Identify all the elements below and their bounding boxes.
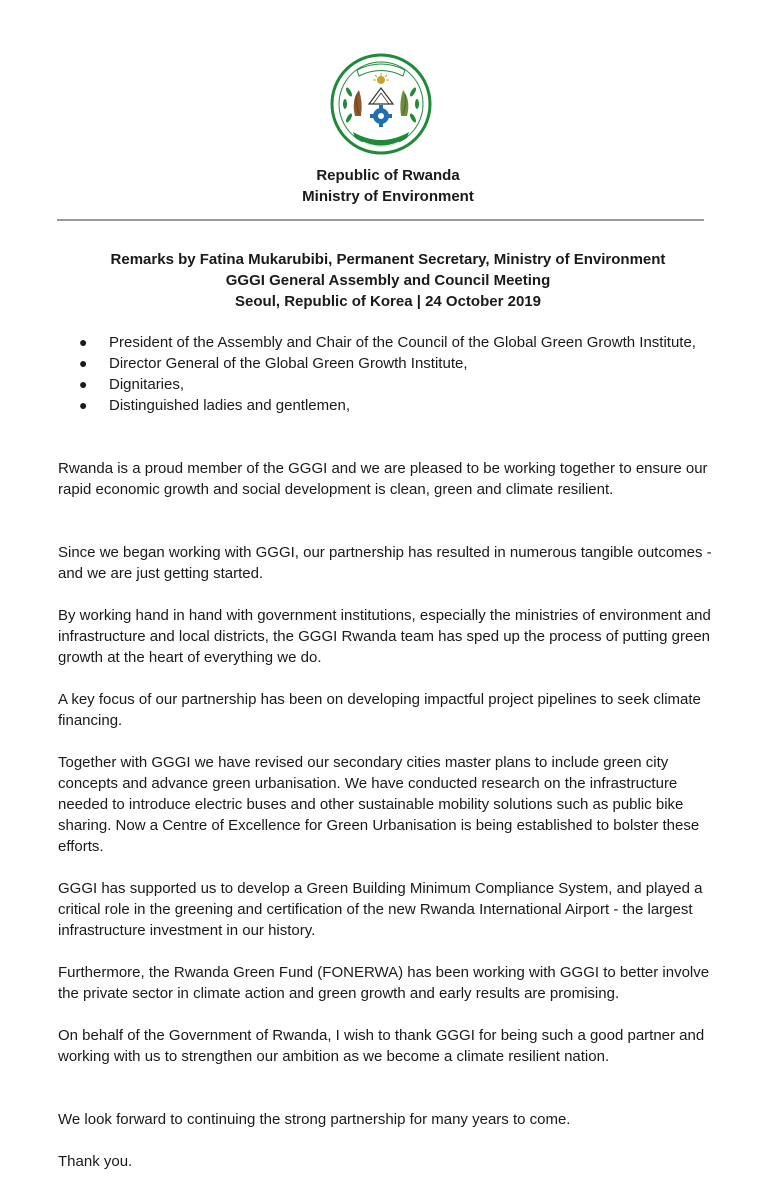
ministry-name: Ministry of Environment xyxy=(302,188,474,205)
paragraph-green-urbanisation: Together with GGGI we have revised our secondary cities master plans to include green city concepts and advance green urbanisation. We have conducted research on the infrastructure needed to introduce electric buses and other sustainable mobility solutions such as public bike sharing. Now a Centre of Excellence for Green Urbanisation is being established to bolster these efforts. xyxy=(58,754,700,855)
remarks-title-block xyxy=(0,249,776,312)
seal-emblem xyxy=(329,52,433,164)
bullet-icon: ● xyxy=(79,355,88,371)
paragraph-government-institutions: By working hand in hand with government institutions, especially the ministries of environment and infrastructure and local districts, the GGGI Rwanda team has sped up the process of putting green growth at the heart of everything we do. xyxy=(58,607,711,666)
paragraph-thanks-gggi: On behalf of the Government of Rwanda, I wish to thank GGGI for being such a good partner and working with us to strengthen our ambition as we become a climate resilient nation. xyxy=(58,1027,705,1065)
salutation-list xyxy=(58,332,718,416)
remarks-event-line: GGGI General Assembly and Council Meeting xyxy=(225,272,551,289)
salutation-text: Dignitaries, xyxy=(109,376,185,393)
closing-thank-you: Thank you. xyxy=(58,1153,133,1170)
remarks-speaker-line: Remarks by Fatina Mukarubibi, Permanent Secretary, Ministry of Environment xyxy=(110,251,666,268)
paragraph-climate-financing: A key focus of our partnership has been on developing impactful project pipelines to seek climate financing. xyxy=(58,691,701,729)
paragraph-green-building: GGGI has supported us to develop a Green Building Minimum Compliance System, and played a critical role in the greening and certification of the new Rwanda International Airport - the largest infrastructure investment in our history. xyxy=(58,880,703,939)
paragraph-continuing-partnership: We look forward to continuing the strong partnership for many years to come. xyxy=(58,1111,571,1128)
paragraph-fonerwa: Furthermore, the Rwanda Green Fund (FONERWA) has been working with GGGI to better involve the private sector in climate action and green growth and early results are promising. xyxy=(58,964,710,1002)
remarks-location-date-line: Seoul, Republic of Korea | 24 October 2019 xyxy=(235,293,541,310)
paragraph-partnership-outcomes: Since we began working with GGGI, our partnership has resulted in numerous tangible outcomes - and we are just getting started. xyxy=(58,544,712,582)
rwanda-coat-of-arms-seal xyxy=(329,52,433,164)
header-divider xyxy=(57,219,704,221)
salutation-text: Distinguished ladies and gentlemen, xyxy=(109,397,350,414)
salutation-item xyxy=(58,353,718,374)
bullet-icon: ● xyxy=(79,397,88,413)
salutation-text: Director General of the Global Green Growth Institute, xyxy=(109,355,468,372)
salutation-text: President of the Assembly and Chair of the Council of the Global Green Growth Institute, xyxy=(109,334,696,351)
salutation-item xyxy=(58,395,718,416)
country-name: Republic of Rwanda xyxy=(316,167,460,184)
bullet-icon: ● xyxy=(79,334,88,350)
salutation-item xyxy=(58,332,718,353)
paragraph-proud-member: Rwanda is a proud member of the GGGI and we are pleased to be working together to ensure our rapid economic growth and social development is clean, green and climate resilient. xyxy=(58,460,708,498)
salutation-item xyxy=(58,374,718,395)
bullet-icon: ● xyxy=(79,376,88,392)
